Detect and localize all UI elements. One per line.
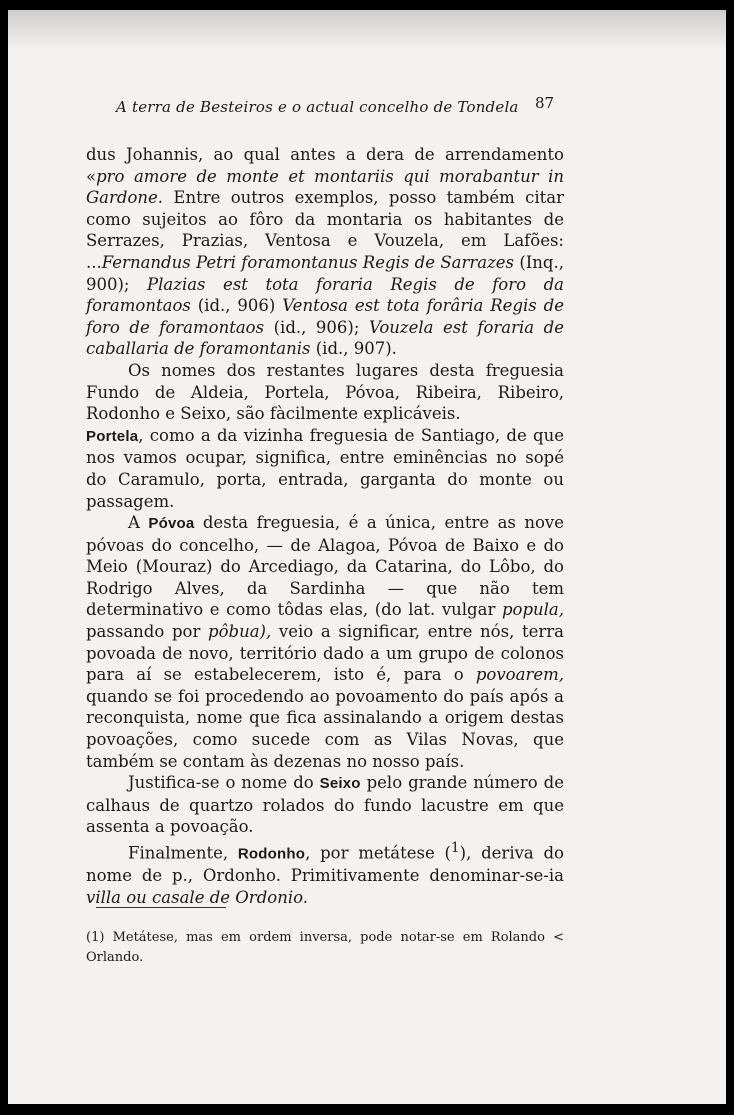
paragraph-2: Os nomes dos restantes lugares desta freguesia Fundo de Aldeia, Portela, Póvoa, Ribeira, Ribeiro, Rodonho e Seixo, são fàcilmente explicáveis. [86,360,564,424]
keyword-portela: Portela [86,427,139,445]
footnote-marker: (1) [86,930,105,945]
footnote: (1) Metátese, mas em ordem inversa, pode notar-se em Rolando < Orlando. [86,930,564,965]
paragraph-portela: Portela, como a da vizinha freguesia de Santiago, de que nos vamos ocupar, significa, entre eminências no sopé do Caramulo, porta, entrada, garganta do monte ou passagem. [86,425,564,511]
paragraph-seixo: Justifica-se o nome do Seixo pelo grande número de calhaus de quartzo rolados do fundo lacustre em que assenta a povoação. [86,773,564,837]
book-page [8,10,726,1104]
running-head: A terra de Besteiros e o actual concelho de Tondela [116,98,519,116]
body-text [86,144,564,908]
keyword-rodonho: Rodonho [237,845,306,863]
keyword-povoa: Póvoa [148,515,195,533]
footnote-ref[interactable]: 1 [450,840,460,856]
paragraph-povoa: A Póvoa desta freguesia, é a única, entre as nove póvoas do concelho, — de Alagoa, Póvoa de Baixo e do Meio (Mouraz) do Arcediago, da Catarina, do Lôbo, do Rodrigo Alves, da Sardinha — que não tem determinativo e como tôdas elas, (do lat. vulgar popula, passando por pôbua), veio a significar, entre nós, terra povoada de novo, território dado a um grupo de colonos para aí se estabelecerem, isto é, para o povoarem, quando se foi procedendo ao povoamento do país após a reconquista, nome que fica assinalando a origem destas povoações, como sucede com as Vilas Novas, que também se contam às dezenas no nosso país. [86,513,564,771]
paragraph-1: dus Johannis, ao qual antes a dera de arrendamento «pro amore de monte et montariis qui morabantur in Gardone. Entre outros exemplos, posso também citar como sujeitos ao fôro da montaria os habitantes de Serrazes, Prazias, Ventosa e Vouzela, em Lafões: ...Fernandus Petri foramontanus Regis de Sarrazes (Inq., 900); Plazias est tota foraria Regis de foro da foramontaos (id., 906) Ventosa est tota forâria Regis de foro de foramontaos (id., 906); Vouzela est foraria de caballaria de foramontanis (id., 907). [86,145,565,359]
keyword-seixo: Seixo [319,775,361,793]
page-number: 87 [535,94,555,112]
paragraph-rodonho: Finalmente, Rodonho, por metátese ($^1$), deriva do nome de p., Ordonho. Primitivamente denominar-se-ia villa ou casale de Ordonio. [86,840,564,907]
footnote-rule [96,907,226,908]
